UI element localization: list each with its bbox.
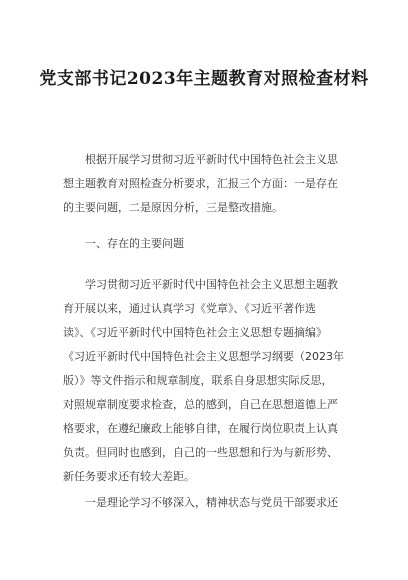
text-line: 对照规章制度要求检查，总的感到，自己在思想道德上严 [63, 398, 338, 411]
document-title: 党支部书记2023年主题教育对照检查材料 [39, 69, 369, 89]
text-line: 版）》等文件指示和规章制度，联系自身思想实际反思， [63, 374, 333, 387]
text-line: 学习贯彻习近平新时代中国特色社会主义思想主题教 [85, 278, 338, 291]
text-line: 负责。但同时也感到，自己的一些思想和行为与新形势、 [63, 446, 338, 459]
text-line: 读》、《习近平新时代中国特色社会主义思想专题摘编》 [63, 326, 327, 339]
text-line: 根据开展学习贯彻习近平新时代中国特色社会主义思 [85, 153, 338, 166]
section-heading [63, 232, 363, 256]
text-line: 的主要问题，二是原因分析，三是整改措施。 [63, 201, 283, 214]
text-line: 育开展以来，通过认真学习《党章》、《习近平著作选 [63, 302, 316, 315]
point-paragraph [63, 491, 363, 515]
text-line: 想主题教育对照检查分析要求，汇报三个方面：一是存在 [63, 177, 338, 190]
text-line: 新任务要求还有较大差距。 [63, 470, 195, 483]
body-paragraph [63, 273, 363, 489]
section-heading-text: 一、存在的主要问题 [85, 237, 184, 250]
text-line: 格要求，在遵纪廉政上能够自律，在履行岗位职责上认真 [63, 422, 338, 435]
text-line: 《习近平新时代中国特色社会主义思想学习纲要（2023年 [63, 350, 344, 363]
text-line: 一是理论学习不够深入，精神状态与党员干部要求还 [85, 496, 338, 509]
intro-paragraph [63, 148, 363, 220]
